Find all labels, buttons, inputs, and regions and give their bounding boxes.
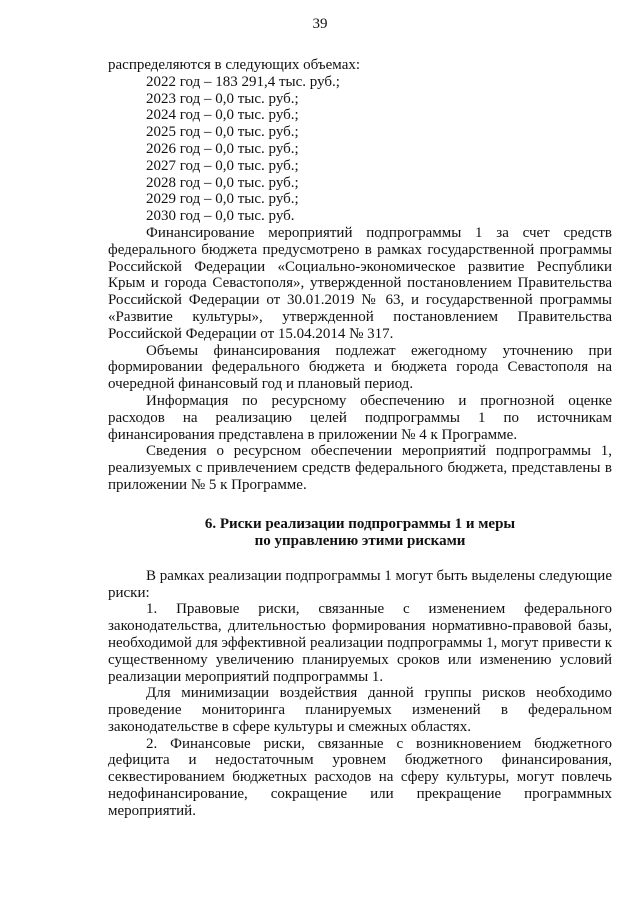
paragraph-federal-funding: Финансирование мероприятий подпрограммы 1 за счет средств федерального бюджета предусмотрено в рамках государственной программы Российской Федерации «Социально-экономическое развитие Республики Крым и города Севастополя», утвержденной постановлением Правительства Российской Федерации от 30.01.2019 № 63, и государственной программы «Развитие культуры», утвержденной постановлением Правительства Российской Федерации от 15.04.2014 № 317. [108,224,612,342]
paragraph-financial-risks: 2. Финансовые риски, связанные с возникновением бюджетного дефицита и недостаточным уровнем бюджетного финансирования, секвестированием бюджетных расходов на сферу культуры, могут повлечь недофинансирование, сокращение или прекращение программных мероприятий. [108,735,612,819]
intro-line: распределяются в следующих объемах: [108,57,361,73]
year-funding-item: 2023 год – 0,0 тыс. руб.; [146,90,299,107]
funding-by-year-list [108,74,612,225]
year-funding-item: 2027 год – 0,0 тыс. руб.; [146,157,299,174]
paragraph-legal-risks: 1. Правовые риски, связанные с изменением федерального законодательства, длительностью формирования нормативно-правовой базы, необходимой для эффективной реализации подпрограммы 1, могут привести к существенному увеличению планируемых сроков или изменению условий реализации мероприятий подпрограммы 1. [108,601,612,685]
year-funding-item: 2028 год – 0,0 тыс. руб.; [146,174,299,191]
year-funding-item: 2025 год – 0,0 тыс. руб.; [146,124,299,141]
page-number: 39 [312,16,328,32]
paragraph-resource-details: Сведения о ресурсном обеспечении мероприятий подпрограммы 1, реализуемых с привлечением средств федерального бюджета, представлены в приложении № 5 к Программе. [108,443,612,493]
year-funding-item: 2030 год – 0,0 тыс. руб. [146,208,295,225]
section-heading-line2: по управлению этими рисками [254,532,466,549]
paragraph-legal-risk-mitigation: Для минимизации воздействия данной группы рисков необходимо проведение мониторинга планируемых изменений в федеральном законодательстве в сфере культуры и смежных областях. [108,685,612,735]
paragraph-risks-intro: В рамках реализации подпрограммы 1 могут быть выделены следующие риски: [108,567,612,601]
year-funding-item: 2024 год – 0,0 тыс. руб.; [146,107,299,124]
section-heading [108,516,612,550]
year-funding-item: 2022 год – 183 291,4 тыс. руб.; [146,73,340,90]
year-funding-item: 2026 год – 0,0 тыс. руб.; [146,140,299,157]
year-funding-item: 2029 год – 0,0 тыс. руб.; [146,191,299,208]
paragraph-resource-info: Информация по ресурсному обеспечению и прогнозной оценке расходов на реализацию целей подпрограммы 1 по источникам финансирования представлена в приложении № 4 к Программе. [108,392,612,443]
paragraph-funding-clarification: Объемы финансирования подлежат ежегодному уточнению при формировании федерального бюджета и бюджета города Севастополя на очередной финансовый год и плановый период. [108,342,612,393]
document-body [108,57,612,820]
section-heading-line1: 6. Риски реализации подпрограммы 1 и меры [204,515,516,532]
